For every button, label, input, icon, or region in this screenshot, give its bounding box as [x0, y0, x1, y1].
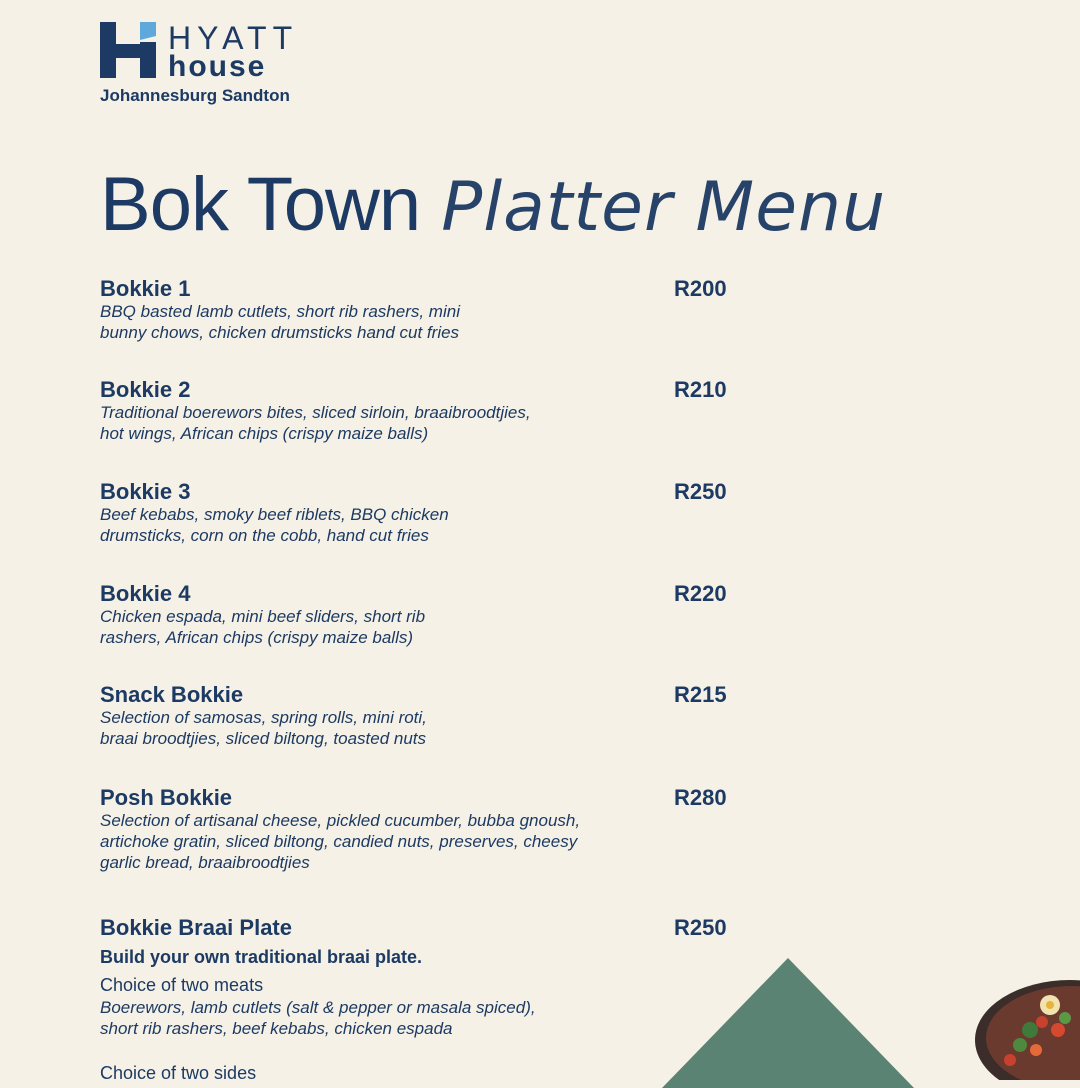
item-description-line: BBQ basted lamb cutlets, short rib rashers, mini — [100, 302, 460, 321]
hotel-location: Johannesburg Sandton — [100, 86, 290, 105]
braai-subtitle: Build your own traditional braai plate. — [100, 947, 423, 967]
item-description-line: hot wings, African chips (crispy maize balls) — [100, 424, 429, 443]
item-description — [100, 810, 660, 873]
item-price: R210 — [674, 377, 727, 402]
meats-description — [100, 997, 660, 1039]
item-description — [100, 402, 660, 444]
item-description-line: Beef kebabs, smoky beef riblets, BBQ chicken — [100, 505, 449, 524]
item-price: R215 — [674, 682, 727, 707]
item-name: Bokkie 4 — [100, 581, 191, 606]
meats-heading: Choice of two meats — [100, 975, 264, 995]
item-description-line: bunny chows, chicken drumsticks hand cut fries — [100, 323, 460, 342]
menu-item — [100, 582, 800, 648]
item-name: Bokkie 3 — [100, 479, 191, 504]
item-name: Snack Bokkie — [100, 682, 244, 707]
sides-heading: Choice of two sides — [100, 1063, 257, 1083]
menu-item — [100, 378, 800, 444]
item-description-line: Selection of samosas, spring rolls, mini roti, — [100, 708, 427, 727]
title-light: Platter Menu — [441, 168, 887, 247]
logo-wordmark-house: house — [168, 50, 267, 83]
item-price: R200 — [674, 276, 727, 301]
page-title — [100, 160, 886, 253]
item-price: R280 — [674, 785, 727, 810]
item-description-line: drumsticks, corn on the cobb, hand cut fries — [100, 526, 429, 545]
item-description — [100, 707, 660, 749]
item-price: R220 — [674, 581, 727, 606]
item-description-line: Selection of artisanal cheese, pickled cucumber, bubba gnoush, — [100, 811, 581, 830]
food-plate-photo — [960, 960, 1080, 1080]
item-description-line: garlic bread, braaibroodtjies — [100, 853, 310, 872]
item-description-line: artichoke gratin, sliced biltong, candied nuts, preserves, cheesy — [100, 832, 578, 851]
item-price: R250 — [674, 915, 727, 940]
logo-wordmark-hyatt: HYATT — [168, 20, 299, 56]
item-name: Bokkie 1 — [100, 276, 191, 301]
item-description-line: Chicken espada, mini beef sliders, short rib — [100, 607, 426, 626]
item-description — [100, 504, 660, 546]
item-description-line: Boerewors, lamb cutlets (salt & pepper or masala spiced), — [100, 998, 536, 1017]
item-description-line: rashers, African chips (crispy maize balls) — [100, 628, 414, 647]
hyatt-logo-icon — [100, 22, 156, 78]
decorative-triangle — [662, 958, 914, 1088]
item-name: Bokkie 2 — [100, 377, 191, 402]
menu-item — [100, 277, 800, 343]
item-name: Bokkie Braai Plate — [100, 915, 292, 940]
menu-item — [100, 480, 800, 546]
item-description-line: Traditional boerewors bites, sliced sirloin, braaibroodtjies, — [100, 403, 531, 422]
item-price: R250 — [674, 479, 727, 504]
item-description-line: braai broodtjies, sliced biltong, toasted nuts — [100, 729, 427, 748]
item-description — [100, 301, 660, 343]
item-description-line: short rib rashers, beef kebabs, chicken espada — [100, 1019, 453, 1038]
title-bold: Bok Town — [100, 162, 421, 247]
item-description — [100, 606, 660, 648]
menu-item — [100, 683, 800, 749]
menu-item — [100, 786, 800, 873]
item-name: Posh Bokkie — [100, 785, 233, 810]
